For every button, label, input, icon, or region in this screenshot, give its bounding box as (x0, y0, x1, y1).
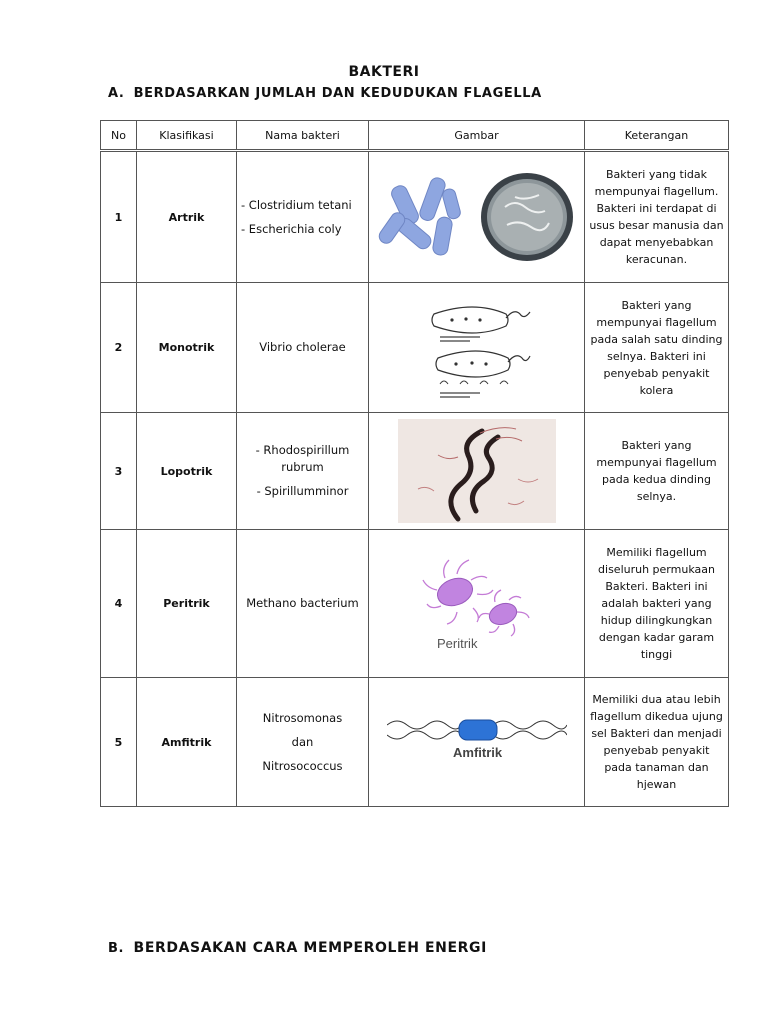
row-classification: Amfitrik (137, 678, 237, 807)
table-row (101, 678, 729, 807)
table-row (101, 151, 729, 283)
section-a-letter: A. (108, 86, 125, 101)
table-row (101, 283, 729, 413)
bacteria-name: Nitrosococcus (262, 758, 343, 773)
vibrio-cholerae-image (422, 292, 532, 404)
header-no: No (101, 121, 137, 151)
row-description: Bakteri yang tidak mempunyai flagellum. Bakteri ini terdapat di usus besar manusia dan dapat menyebabkan keracunan. (585, 151, 729, 283)
bacteria-name: - Spirillumminor (256, 484, 349, 498)
section-a-heading (108, 86, 542, 101)
amfitrik-image (387, 707, 567, 777)
spirillum-micrograph-image (398, 419, 556, 523)
row-description: Bakteri yang mempunyai flagellum pada salah satu dinding selnya. Bakteri ini penyebab penyakit kolera (585, 283, 729, 413)
header-keterangan: Keterangan (585, 121, 729, 151)
row-classification: Monotrik (137, 283, 237, 413)
row-number: 1 (101, 151, 137, 283)
section-a-text: BERDASARKAN JUMLAH DAN KEDUDUKAN FLAGELLA (133, 86, 542, 101)
row-image-cell (369, 530, 585, 678)
row-number: 3 (101, 413, 137, 530)
table-row (101, 413, 729, 530)
rod-bacteria-image (377, 167, 577, 267)
section-b-text: BERDASAKAN CARA MEMPEROLEH ENERGI (133, 940, 487, 956)
peritrik-image (417, 554, 537, 654)
row-bacteria-names (237, 413, 369, 530)
row-image-cell (369, 678, 585, 807)
row-image-cell (369, 413, 585, 530)
bacteria-name: dan (291, 734, 314, 749)
bacteria-name: Nitrosomonas (262, 710, 343, 725)
bacteria-name: Methano bacterium (246, 596, 359, 610)
row-description: Memiliki dua atau lebih flagellum dikedua ujung sel Bakteri dan menjadi penyebab penyakit pada tanaman dan hjewan (585, 678, 729, 807)
row-description: Bakteri yang mempunyai flagellum pada kedua dinding selnya. (585, 413, 729, 530)
header-gambar: Gambar (369, 121, 585, 151)
row-image-cell (369, 283, 585, 413)
row-bacteria-names (237, 530, 369, 678)
row-description: Memiliki flagellum diseluruh permukaan Bakteri. Bakteri ini adalah bakteri yang hidup dilingkungkan dengan kadar garam tinggi (585, 530, 729, 678)
row-bacteria-names (237, 678, 369, 807)
section-b-letter: B. (108, 941, 125, 956)
row-number: 4 (101, 530, 137, 678)
header-klasifikasi: Klasifikasi (137, 121, 237, 151)
table-header-row (101, 121, 729, 151)
row-classification: Peritrik (137, 530, 237, 678)
row-image-cell (369, 151, 585, 283)
row-bacteria-names (237, 283, 369, 413)
section-b-heading (108, 940, 487, 956)
bacteria-name: - Clostridium tetani (241, 197, 352, 212)
peritrik-label: Peritrik (436, 635, 477, 651)
bacteria-name: - Rhodospirillum rubrum (255, 443, 350, 474)
table-row (101, 530, 729, 678)
bacteria-name: - Escherichia coly (241, 221, 342, 236)
row-number: 2 (101, 283, 137, 413)
bacteria-table (100, 120, 729, 807)
header-nama-bakteri: Nama bakteri (237, 121, 369, 151)
row-number: 5 (101, 678, 137, 807)
page-title: BAKTERI (348, 64, 420, 80)
row-bacteria-names (237, 151, 369, 283)
row-classification: Lopotrik (137, 413, 237, 530)
row-classification: Artrik (137, 151, 237, 283)
bacteria-name: Vibrio cholerae (259, 340, 346, 354)
amfitrik-label: Amfitrik (452, 745, 502, 760)
